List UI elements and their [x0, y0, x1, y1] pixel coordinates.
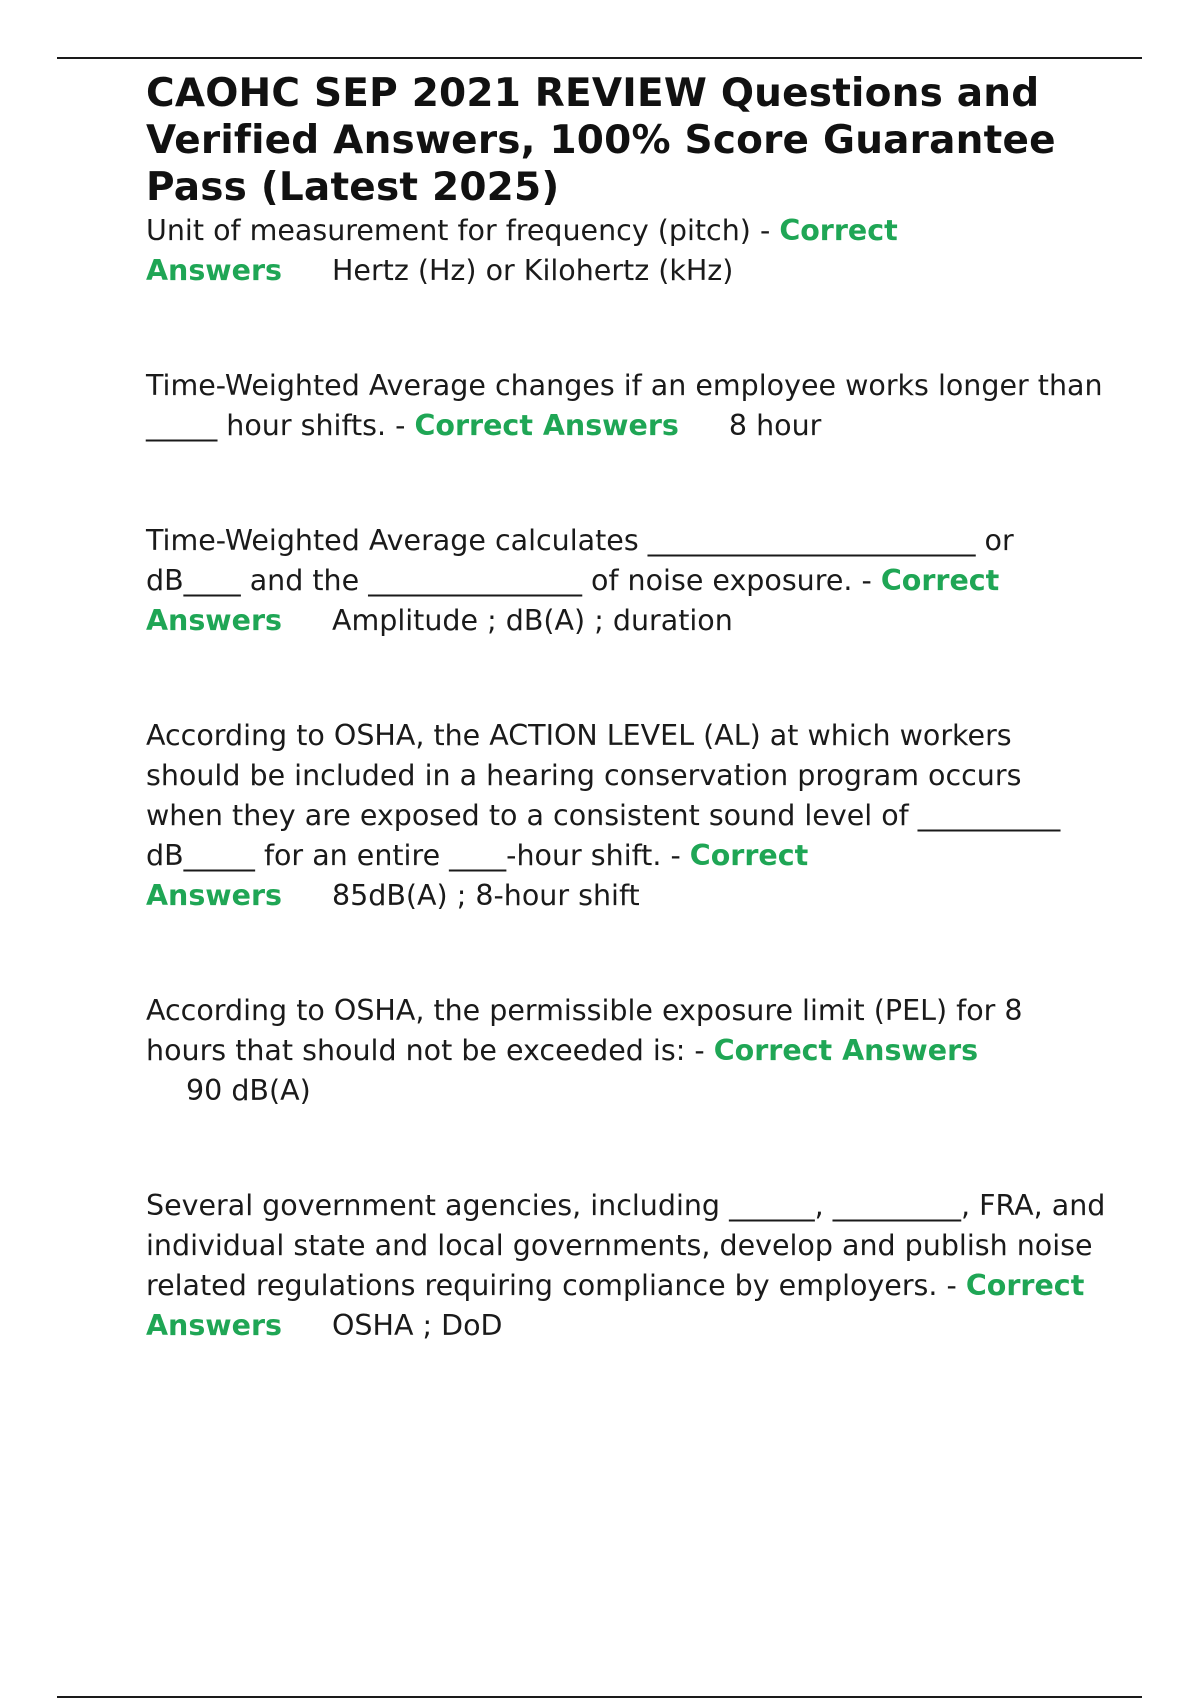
document-title: CAOHC SEP 2021 REVIEW Questions and Verified Answers, 100% Score Guarantee Pass (Latest 2025) — [146, 71, 1056, 210]
qa-item — [146, 716, 1106, 916]
separator: - — [937, 1269, 966, 1302]
qa-item — [146, 211, 1106, 291]
question-text: According to OSHA, the ACTION LEVEL (AL) at which workers should be included in a hearing conservation program occurs when they are exposed to a consistent sound level of __________ dB_____ for an entire ____-hour shift. — [146, 719, 1061, 872]
separator: - — [852, 564, 881, 597]
qa-item — [146, 991, 1106, 1111]
answer-text: 85dB(A) ; 8-hour shift — [332, 879, 640, 912]
question-text: Time-Weighted Average changes if an employee works longer than _____ hour shifts. — [146, 369, 1103, 442]
question-text: According to OSHA, the permissible exposure limit (PEL) for 8 hours that should not be exceeded is: — [146, 994, 1023, 1067]
answer-text: Hertz (Hz) or Kilohertz (kHz) — [332, 254, 734, 287]
separator: - — [750, 214, 780, 247]
question-text: Several government agencies, including ______, _________, FRA, and individual state and local governments, develop and publish noise related regulations requiring compliance by employers. — [146, 1189, 1106, 1302]
correct-answers-label: Correct Answers — [146, 1269, 1085, 1342]
qa-item — [146, 521, 1106, 641]
correct-answers-label: Correct Answers — [713, 1034, 979, 1067]
answer-text: 8 hour — [728, 409, 822, 442]
question-text: Time-Weighted Average calculates _______________________ or dB____ and the _______________ of noise exposure. — [146, 524, 1014, 597]
correct-answers-label: Correct Answers — [146, 214, 898, 287]
answer-text: OSHA ; DoD — [332, 1309, 503, 1342]
question-text: Unit of measurement for frequency (pitch) — [146, 214, 751, 247]
correct-answers-label: Correct Answers — [146, 564, 1000, 637]
qa-item — [146, 366, 1106, 446]
bottom-rule — [57, 1696, 1142, 1698]
correct-answers-label: Correct Answers — [414, 409, 679, 442]
separator: - — [386, 409, 415, 442]
top-rule — [57, 57, 1142, 59]
document-body — [146, 70, 1106, 1346]
qa-item — [146, 1186, 1106, 1346]
correct-answers-label: Correct Answers — [146, 839, 809, 912]
separator: - — [685, 1034, 714, 1067]
separator: - — [661, 839, 690, 872]
answer-text: 90 dB(A) — [186, 1074, 311, 1107]
answer-text: Amplitude ; dB(A) ; duration — [332, 604, 733, 637]
